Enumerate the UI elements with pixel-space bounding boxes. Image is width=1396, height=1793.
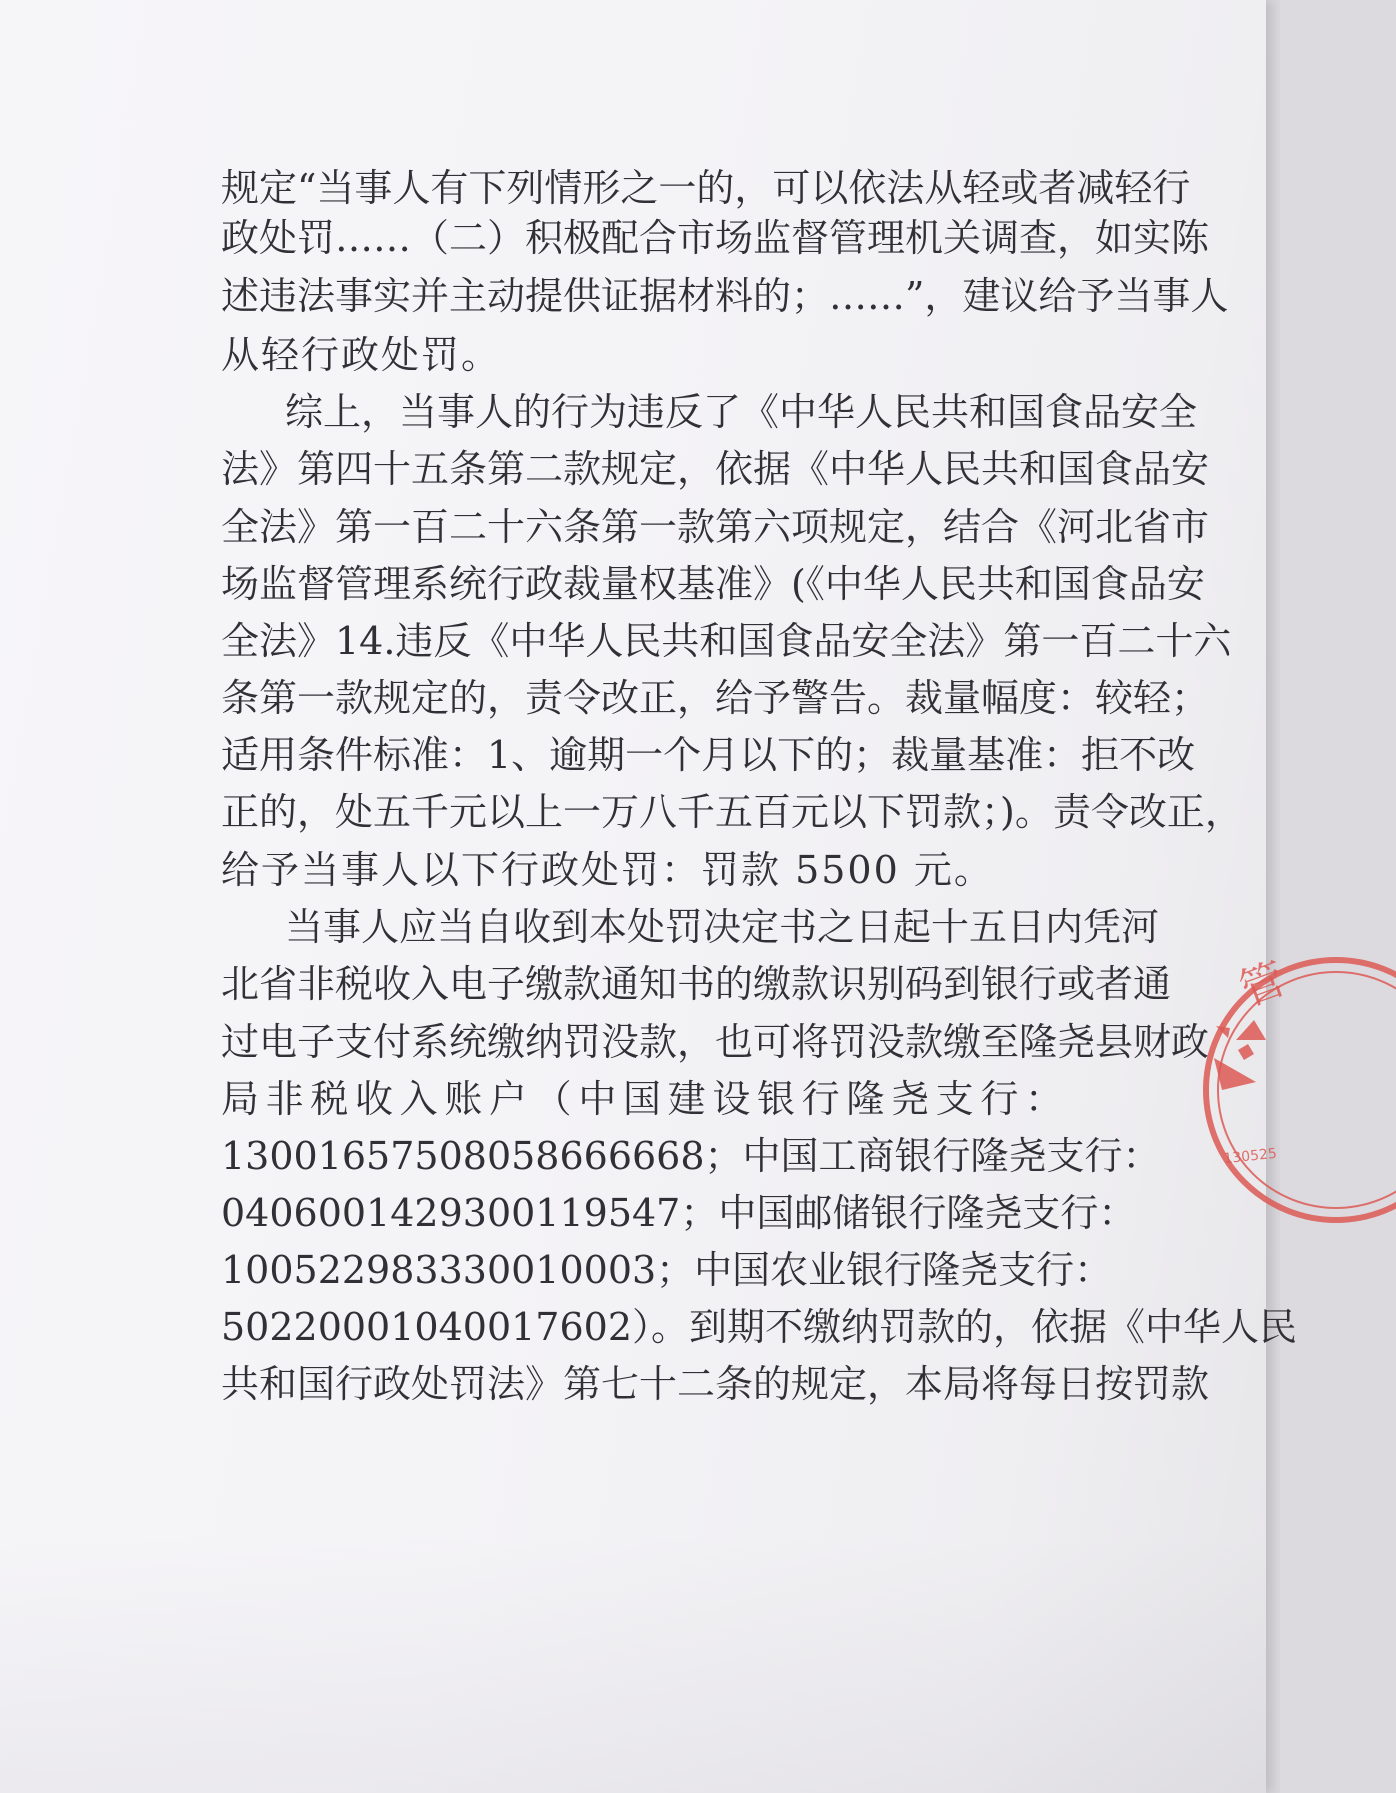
text-line: 述违法事实并主动提供证据材料的；……”，建议给予当事人 bbox=[221, 274, 1229, 318]
text-line: 给予当事人以下行政处罚：罚款 5500 元。 bbox=[221, 848, 994, 892]
text-line: 全法》第一百二十六条第一款第六项规定，结合《河北省市 bbox=[221, 505, 1210, 549]
text-line: 0406001429300119547；中国邮储银行隆尧支行： bbox=[221, 1191, 1137, 1235]
seal-number: 130525 bbox=[1222, 1145, 1278, 1168]
text-line: 共和国行政处罚法》第七十二条的规定，本局将每日按罚款 bbox=[221, 1362, 1210, 1406]
text-line: 规定“当事人有下列情形之一的，可以依法从轻或者减轻行 bbox=[221, 166, 1191, 210]
text-line: 适用条件标准：1、逾期一个月以下的；裁量基准：拒不改 bbox=[221, 733, 1196, 777]
official-seal-icon bbox=[1196, 940, 1396, 1220]
text-line: 正的，处五千元以上一万八千五百元以下罚款；)。责令改正， bbox=[221, 790, 1243, 834]
text-line: 13001657508058666668；中国工商银行隆尧支行： bbox=[221, 1134, 1161, 1178]
text-line: 50220001040017602）。到期不缴纳罚款的，依据《中华人民 bbox=[221, 1305, 1298, 1349]
text-line: 政处罚……（二）积极配合市场监督管理机关调查，如实陈 bbox=[221, 216, 1210, 260]
text-line: 全法》14.违反《中华人民共和国食品安全法》第一百二十六 bbox=[221, 619, 1232, 663]
text-line: 100522983330010003；中国农业银行隆尧支行： bbox=[221, 1248, 1113, 1292]
text-line: 从轻行政处罚。 bbox=[221, 333, 502, 377]
paragraph-start-line: 综上，当事人的行为违反了《中华人民共和国食品安全 bbox=[285, 390, 1198, 434]
text-line: 过电子支付系统缴纳罚没款，也可将罚没款缴至隆尧县财政 bbox=[221, 1020, 1210, 1064]
text-line: 条第一款规定的，责令改正，给予警告。裁量幅度：较轻； bbox=[221, 676, 1210, 720]
paragraph-start-line: 当事人应当自收到本处罚决定书之日起十五日内凭河 bbox=[285, 905, 1160, 949]
text-line: 局非税收入账户（中国建设银行隆尧支行： bbox=[221, 1077, 1063, 1121]
seal-char: 管 bbox=[1233, 953, 1293, 1017]
text-line: 法》第四十五条第二款规定，依据《中华人民共和国食品安 bbox=[221, 447, 1210, 491]
text-line: 场监督管理系统行政裁量权基准》(《中华人民共和国食品安 bbox=[221, 562, 1205, 606]
text-line: 北省非税收入电子缴款通知书的缴款识别码到银行或者通 bbox=[221, 962, 1172, 1006]
